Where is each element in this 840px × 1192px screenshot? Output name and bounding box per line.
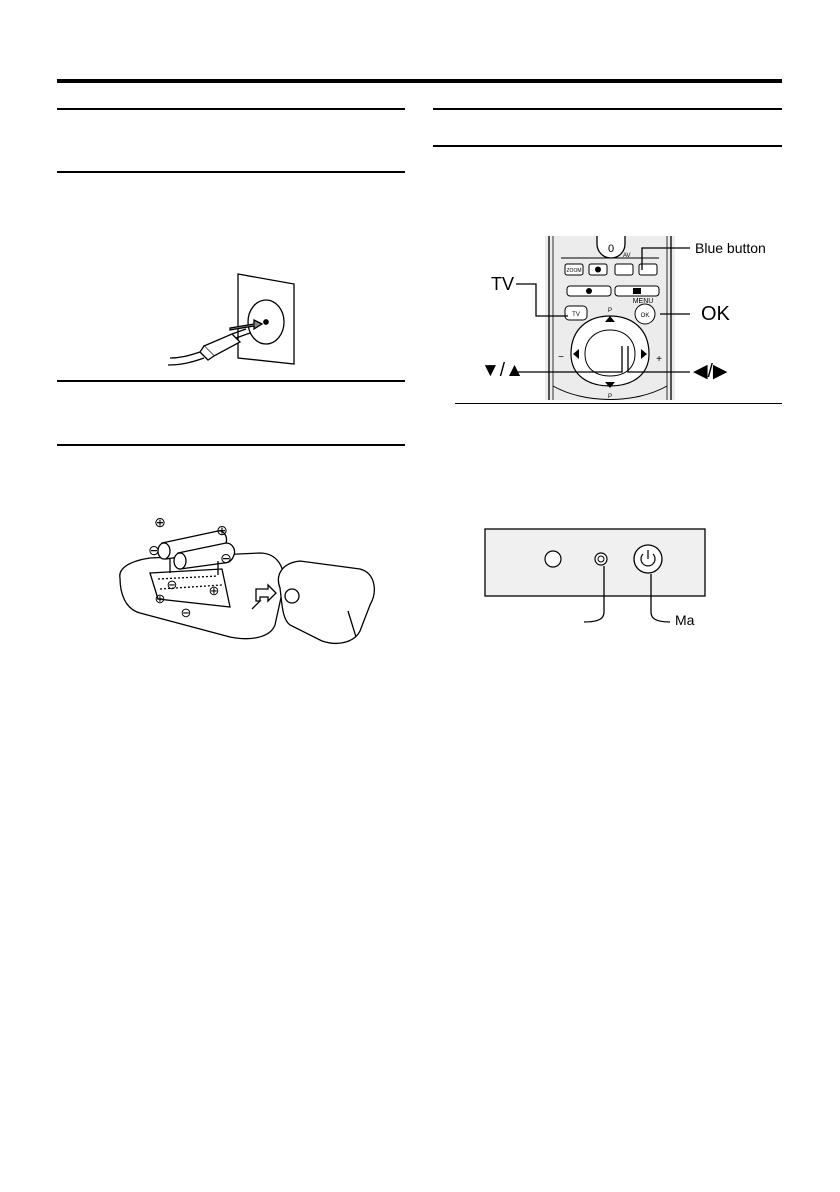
remote-key-av: AV [623,253,631,259]
callout-left-right-label: ◀/▶ [693,361,728,382]
remote-callout-lines [510,236,700,400]
callout-tv-label: TV [491,274,515,294]
battery-plus-mark-1: ⊕ [154,514,166,530]
battery-minus-mark-4: ⊖ [180,605,192,620]
battery-minus-mark-2: ⊖ [220,550,232,566]
callout-ok-label: OK [701,303,730,325]
left-section-rule-1 [57,108,405,110]
main-power-callout-label: Ma [675,612,695,628]
battery-plus-mark-4: ⊕ [154,591,166,606]
remote-key-vol-plus: + [656,354,662,365]
left-section-rule-3 [57,380,405,382]
right-section-rule-1 [433,108,782,110]
left-section-rule-4 [57,444,405,446]
remote-key-zoom: ZOOM [566,268,582,274]
remote-key-zero: 0 [607,243,615,255]
right-section-rule-2 [433,145,782,147]
power-plug-illustration [160,268,310,374]
left-section-rule-2 [57,171,405,173]
remote-key-p-up: P [607,308,613,314]
battery-insertion-illustration [110,513,380,663]
remote-key-ok: OK [640,313,650,319]
remote-key-tv: TV [572,312,580,318]
header-rule [57,79,782,83]
battery-minus-mark-1: ⊖ [148,542,160,558]
battery-plus-mark-3: ⊕ [208,583,220,598]
battery-minus-mark-3: ⊖ [166,577,178,592]
right-section-rule-3 [455,403,782,404]
remote-key-p-down: P [607,394,613,400]
tv-front-panel-illustration [484,528,706,628]
battery-plus-mark-2: ⊕ [216,522,228,538]
remote-key-vol-minus: − [558,352,564,363]
callout-up-down-label: ▼/▲ [481,360,524,381]
callout-blue-button-label: Blue button [695,240,766,256]
remote-key-menu: MENU [632,298,654,305]
